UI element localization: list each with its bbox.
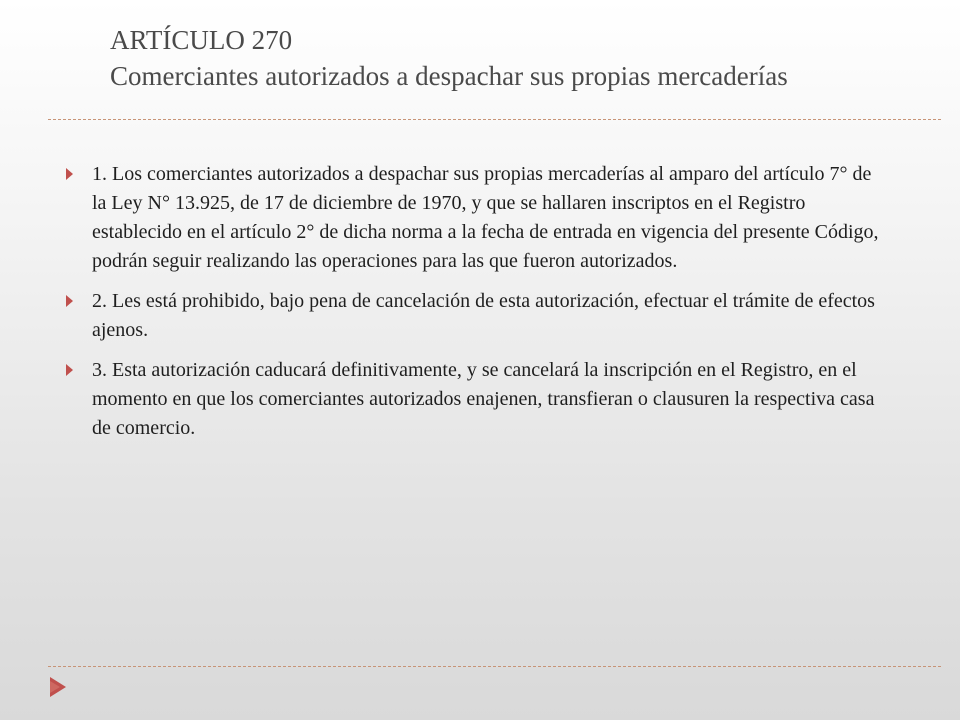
bullet-item-2 (64, 287, 884, 345)
bullet-text-1: 1. Los comerciantes autorizados a despachar sus propias mercaderías al amparo del artículo 7° de la Ley N° 13.925, de 17 de diciembre de 1970, y que se hallaren inscriptos en el Registro establecido en el artículo 2° de dicha norma a la fecha de entrada en vigencia del presente Código, podrán seguir realizando las operaciones para las que fueron autorizados. (92, 163, 879, 272)
top-divider (48, 119, 941, 120)
chevron-right-icon (64, 166, 76, 182)
bullet-text-3: 3. Esta autorización caducará definitivamente, y se cancelará la inscripción en el Registro, en el momento en que los comerciantes autorizados enajenen, transfieran o clausuren la respectiva casa de comercio. (92, 359, 875, 439)
bottom-divider (48, 666, 941, 667)
chevron-right-icon (64, 362, 76, 378)
slide-title-block (110, 22, 930, 94)
chevron-right-icon (64, 293, 76, 309)
bullet-list (64, 160, 884, 454)
bullet-item-3 (64, 356, 884, 443)
triangle-right-icon (48, 676, 68, 698)
bullet-item-1 (64, 160, 884, 276)
slide-title: ARTÍCULO 270 (110, 25, 293, 55)
bullet-text-2: 2. Les está prohibido, bajo pena de cancelación de esta autorización, efectuar el trámite de efectos ajenos. (92, 290, 875, 341)
slide-subtitle: Comerciantes autorizados a despachar sus propias mercaderías (110, 61, 788, 91)
